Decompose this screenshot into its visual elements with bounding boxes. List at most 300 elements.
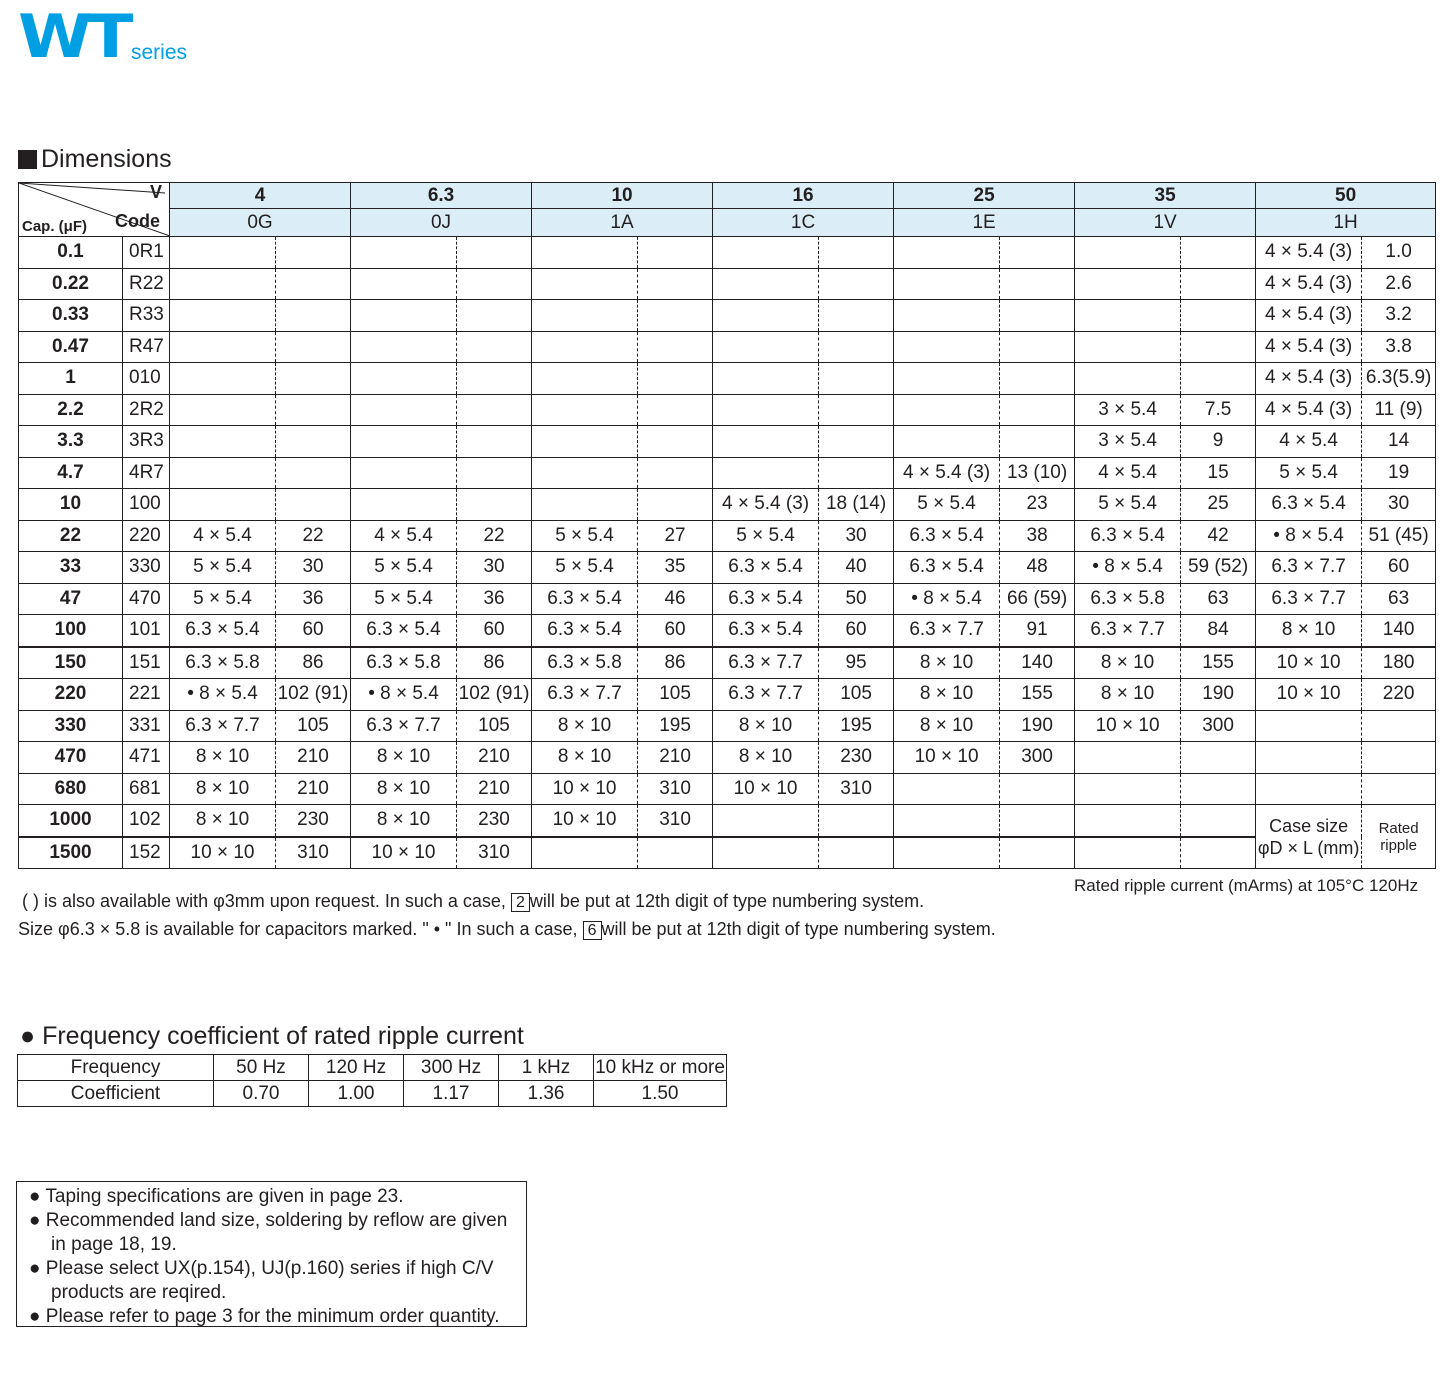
ripple-cell (457, 300, 532, 332)
case-size-cell: 4 × 5.4 (3) (894, 457, 1000, 489)
note-size (18, 919, 996, 940)
case-size-cell: 8 × 10 (713, 742, 819, 774)
corner-cap-label: Cap. (μF) (22, 218, 88, 235)
case-size-cell (894, 237, 1000, 269)
ripple-cell: 27 (638, 520, 713, 552)
case-size-cell (894, 300, 1000, 332)
ripple-cell: 310 (276, 837, 351, 869)
code-cell: 4R7 (123, 457, 170, 489)
code-cell: 010 (123, 363, 170, 395)
bullet-text: Please select UX(p.154), UJ(p.160) series if high C/V (45, 1258, 494, 1279)
ripple-cell (457, 426, 532, 458)
ripple-cell: 1.0 (1362, 237, 1436, 269)
ripple-cell: 15 (1181, 457, 1256, 489)
ripple-cell: 59 (52) (1181, 552, 1256, 584)
case-size-cell (1256, 710, 1362, 742)
ripple-cell: 48 (1000, 552, 1075, 584)
case-size-cell (1075, 837, 1181, 869)
bullet-icon: ● (20, 1022, 36, 1050)
freq-value: 50 Hz (214, 1055, 309, 1081)
code-header: 0G (170, 209, 351, 237)
case-size-cell: 8 × 10 (170, 805, 276, 837)
case-size-cell (1075, 268, 1181, 300)
ripple-cell (638, 457, 713, 489)
ripple-cell (1181, 363, 1256, 395)
table-row (19, 237, 1436, 269)
case-size-cell: 4 × 5.4 (351, 520, 457, 552)
ripple-cell: 180 (1362, 647, 1436, 679)
cap-cell: 33 (19, 552, 123, 584)
ripple-cell: 105 (457, 710, 532, 742)
case-size-cell: 6.3 × 7.7 (1256, 552, 1362, 584)
ripple-cell: 22 (276, 520, 351, 552)
case-size-cell: 6.3 × 5.4 (1256, 489, 1362, 521)
voltage-header: 35 (1075, 183, 1256, 209)
table-row (19, 742, 1436, 774)
ripple-cell: 195 (638, 710, 713, 742)
ripple-cell (276, 331, 351, 363)
case-size-cell (894, 837, 1000, 869)
freq-value: 1 kHz (499, 1055, 594, 1081)
dimensions-title: Dimensions (41, 145, 172, 173)
case-size-cell (532, 489, 638, 521)
ripple-cell: 19 (1362, 457, 1436, 489)
ripple-cell (638, 300, 713, 332)
freq-title: Frequency coefficient of rated ripple current (42, 1022, 524, 1050)
table-row (19, 426, 1436, 458)
table-row (19, 331, 1436, 363)
ripple-cell: 310 (638, 805, 713, 837)
case-size-cell (894, 805, 1000, 837)
case-size-cell: 8 × 10 (1075, 647, 1181, 679)
series-label: series (131, 41, 188, 64)
digit-box-2: 2 (511, 893, 530, 912)
case-size-cell (351, 363, 457, 395)
case-size-cell (894, 331, 1000, 363)
ripple-cell: 190 (1181, 679, 1256, 711)
case-size-cell: 10 × 10 (351, 837, 457, 869)
cap-cell: 0.22 (19, 268, 123, 300)
case-size-cell (894, 426, 1000, 458)
ripple-cell (638, 237, 713, 269)
case-size-cell: 8 × 10 (1256, 615, 1362, 647)
case-size-cell (170, 426, 276, 458)
dimensions-heading (18, 145, 172, 174)
case-size-cell (170, 394, 276, 426)
bullet-text: Taping specifications are given in page 23. (45, 1186, 404, 1207)
list-item-continued (17, 1281, 526, 1305)
table-row (19, 300, 1436, 332)
ripple-cell (1000, 268, 1075, 300)
ripple-cell (1181, 331, 1256, 363)
ripple-cell (819, 363, 894, 395)
ripple-cell: 30 (819, 520, 894, 552)
cap-cell: 100 (19, 615, 123, 647)
ripple-cell: 310 (819, 773, 894, 805)
ripple-cell: 140 (1000, 647, 1075, 679)
code-cell: 100 (123, 489, 170, 521)
case-size-cell: 4 × 5.4 (170, 520, 276, 552)
legend-case-size (1256, 805, 1362, 869)
ripple-cell (638, 394, 713, 426)
freq-value: 300 Hz (404, 1055, 499, 1081)
table-row (19, 837, 1436, 869)
case-size-cell: 5 × 5.4 (351, 552, 457, 584)
ripple-cell: 86 (457, 647, 532, 679)
case-size-cell (532, 300, 638, 332)
ripple-cell: 30 (457, 552, 532, 584)
ripple-cell (1181, 300, 1256, 332)
case-size-cell: 5 × 5.4 (532, 520, 638, 552)
case-size-cell (713, 457, 819, 489)
case-size-cell: 4 × 5.4 (3) (1256, 268, 1362, 300)
case-size-cell: 5 × 5.4 (1075, 489, 1181, 521)
ripple-cell: 105 (276, 710, 351, 742)
ripple-cell (1181, 837, 1256, 869)
table-row (19, 520, 1436, 552)
ripple-cell: 220 (1362, 679, 1436, 711)
ripple-note: Rated ripple current (mArms) at 105°C 120Hz (1074, 876, 1419, 895)
ripple-cell (819, 805, 894, 837)
ripple-cell: 195 (819, 710, 894, 742)
ripple-cell (276, 489, 351, 521)
ripple-cell: 300 (1000, 742, 1075, 774)
ripple-cell: 84 (1181, 615, 1256, 647)
ripple-cell (457, 394, 532, 426)
code-header: 1C (713, 209, 894, 237)
code-header: 1V (1075, 209, 1256, 237)
ripple-cell (1000, 773, 1075, 805)
coef-value: 0.70 (214, 1081, 309, 1107)
code-cell: 152 (123, 837, 170, 869)
case-size-cell: 4 × 5.4 (3) (1256, 331, 1362, 363)
case-size-cell: 6.3 × 7.7 (894, 615, 1000, 647)
ripple-cell (276, 237, 351, 269)
case-size-cell: • 8 × 5.4 (1075, 552, 1181, 584)
freq-value: 120 Hz (309, 1055, 404, 1081)
corner-code-label: Code (115, 211, 160, 231)
ripple-cell: 11 (9) (1362, 394, 1436, 426)
case-size-cell: 10 × 10 (532, 805, 638, 837)
case-size-cell: 6.3 × 7.7 (351, 710, 457, 742)
ripple-cell: 63 (1362, 583, 1436, 615)
ripple-cell (1000, 426, 1075, 458)
ripple-cell (1181, 268, 1256, 300)
ripple-cell: 155 (1181, 647, 1256, 679)
case-size-cell: 8 × 10 (894, 647, 1000, 679)
case-size-cell (170, 363, 276, 395)
ripple-cell (276, 268, 351, 300)
case-size-cell: 6.3 × 7.7 (1075, 615, 1181, 647)
cap-cell: 470 (19, 742, 123, 774)
ripple-cell: 35 (638, 552, 713, 584)
ripple-cell: 210 (276, 773, 351, 805)
ripple-cell: 102 (91) (276, 679, 351, 711)
case-size-cell (713, 805, 819, 837)
ripple-cell: 105 (638, 679, 713, 711)
code-header: 1E (894, 209, 1075, 237)
case-size-cell (713, 237, 819, 269)
case-size-cell: 4 × 5.4 (3) (713, 489, 819, 521)
case-size-cell: 6.3 × 7.7 (713, 647, 819, 679)
bullet-text: in page 18, 19. (51, 1234, 177, 1255)
ripple-cell (638, 331, 713, 363)
case-size-cell (351, 426, 457, 458)
ripple-cell: 3.2 (1362, 300, 1436, 332)
case-size-cell: 6.3 × 7.7 (1256, 583, 1362, 615)
case-size-cell: 6.3 × 7.7 (532, 679, 638, 711)
ripple-cell: 30 (1362, 489, 1436, 521)
case-size-cell: • 8 × 5.4 (894, 583, 1000, 615)
case-size-cell (532, 837, 638, 869)
ripple-cell: 30 (276, 552, 351, 584)
case-size-cell (713, 300, 819, 332)
case-size-cell (713, 426, 819, 458)
case-size-cell (1075, 363, 1181, 395)
case-size-cell: 10 × 10 (1256, 647, 1362, 679)
cap-cell: 150 (19, 647, 123, 679)
ripple-cell (638, 426, 713, 458)
code-cell: 330 (123, 552, 170, 584)
ripple-cell: 210 (457, 773, 532, 805)
ripple-cell (276, 300, 351, 332)
case-size-cell: • 8 × 5.4 (351, 679, 457, 711)
note-phi3 (22, 891, 924, 912)
ripple-cell: 46 (638, 583, 713, 615)
ripple-cell: 230 (457, 805, 532, 837)
square-bullet-icon (18, 150, 37, 169)
case-size-cell: 4 × 5.4 (3) (1256, 300, 1362, 332)
table-row (19, 773, 1436, 805)
dimensions-table (18, 182, 1436, 869)
table-row (19, 805, 1436, 837)
ripple-cell: 95 (819, 647, 894, 679)
case-size-cell (1075, 742, 1181, 774)
legend-rip-line2: ripple (1380, 836, 1417, 854)
code-header-row (19, 209, 1436, 237)
case-size-cell: 8 × 10 (532, 710, 638, 742)
legend-size-line1: Case size (1269, 815, 1349, 836)
notes-box (16, 1181, 527, 1327)
ripple-cell (638, 363, 713, 395)
ripple-cell: 2.6 (1362, 268, 1436, 300)
ripple-cell: 310 (638, 773, 713, 805)
code-cell: 220 (123, 520, 170, 552)
code-cell: 2R2 (123, 394, 170, 426)
ripple-cell (457, 363, 532, 395)
freq-label: Frequency (18, 1055, 214, 1081)
ripple-cell (819, 331, 894, 363)
case-size-cell (532, 363, 638, 395)
ripple-cell (276, 457, 351, 489)
code-cell: 0R1 (123, 237, 170, 269)
case-size-cell: 3 × 5.4 (1075, 426, 1181, 458)
case-size-cell: 8 × 10 (894, 710, 1000, 742)
case-size-cell: 10 × 10 (1075, 710, 1181, 742)
ripple-cell (276, 394, 351, 426)
case-size-cell (351, 394, 457, 426)
ripple-cell (1362, 742, 1436, 774)
ripple-cell (1181, 805, 1256, 837)
ripple-cell: 9 (1181, 426, 1256, 458)
ripple-cell (819, 837, 894, 869)
case-size-cell (351, 237, 457, 269)
digit-box-6: 6 (583, 921, 602, 940)
coef-value: 1.50 (594, 1081, 727, 1107)
ripple-cell (457, 489, 532, 521)
ripple-cell (1362, 773, 1436, 805)
ripple-cell: 42 (1181, 520, 1256, 552)
note-size-text-a: Size φ6.3 × 5.8 is available for capacitors marked. " • " In such a case, (18, 919, 583, 939)
case-size-cell (351, 331, 457, 363)
voltage-header: 50 (1256, 183, 1436, 209)
case-size-cell: 3 × 5.4 (1075, 394, 1181, 426)
code-header: 0J (351, 209, 532, 237)
ripple-cell (457, 331, 532, 363)
ripple-cell: 36 (457, 583, 532, 615)
table-row (19, 679, 1436, 711)
case-size-cell (1075, 805, 1181, 837)
code-cell: 470 (123, 583, 170, 615)
coef-value: 1.00 (309, 1081, 404, 1107)
case-size-cell: 10 × 10 (894, 742, 1000, 774)
case-size-cell (713, 363, 819, 395)
ripple-cell: 230 (819, 742, 894, 774)
ripple-cell: 3.8 (1362, 331, 1436, 363)
case-size-cell (894, 268, 1000, 300)
ripple-cell: 86 (638, 647, 713, 679)
table-row (19, 615, 1436, 647)
case-size-cell (170, 457, 276, 489)
cap-cell: 22 (19, 520, 123, 552)
code-cell: 331 (123, 710, 170, 742)
case-size-cell (1256, 742, 1362, 774)
ripple-cell: 102 (91) (457, 679, 532, 711)
ripple-cell (1000, 331, 1075, 363)
cap-cell: 0.47 (19, 331, 123, 363)
case-size-cell (1075, 331, 1181, 363)
case-size-cell: 6.3 × 5.4 (170, 615, 276, 647)
ripple-cell: 60 (276, 615, 351, 647)
ripple-cell (457, 268, 532, 300)
case-size-cell: 4 × 5.4 (1075, 457, 1181, 489)
case-size-cell (170, 300, 276, 332)
ripple-cell: 22 (457, 520, 532, 552)
coef-row (18, 1081, 727, 1107)
freq-table (17, 1054, 727, 1107)
cap-cell: 220 (19, 679, 123, 711)
code-cell: 3R3 (123, 426, 170, 458)
legend-rated-ripple (1362, 805, 1436, 869)
list-item: ● Please refer to page 3 for the minimum order quantity. (29, 1306, 500, 1327)
code-header: 1A (532, 209, 713, 237)
ripple-cell: 14 (1362, 426, 1436, 458)
ripple-cell (1181, 742, 1256, 774)
case-size-cell: 5 × 5.4 (532, 552, 638, 584)
table-row (19, 647, 1436, 679)
cap-cell: 0.1 (19, 237, 123, 269)
case-size-cell: 8 × 10 (713, 710, 819, 742)
table-row (19, 552, 1436, 584)
case-size-cell (1075, 237, 1181, 269)
ripple-cell (819, 268, 894, 300)
ripple-cell: 190 (1000, 710, 1075, 742)
table-row (19, 457, 1436, 489)
voltage-header: 10 (532, 183, 713, 209)
case-size-cell (170, 489, 276, 521)
case-size-cell (170, 268, 276, 300)
list-item: ● Taping specifications are given in page 23. (29, 1186, 404, 1207)
ripple-cell (1000, 837, 1075, 869)
legend-rip-line1: Rated (1378, 819, 1419, 837)
case-size-cell (713, 394, 819, 426)
cap-cell: 4.7 (19, 457, 123, 489)
case-size-cell: 6.3 × 7.7 (713, 679, 819, 711)
case-size-cell: 6.3 × 5.4 (532, 615, 638, 647)
case-size-cell: 6.3 × 5.4 (713, 583, 819, 615)
case-size-cell: 6.3 × 5.4 (894, 552, 1000, 584)
case-size-cell: • 8 × 5.4 (170, 679, 276, 711)
note-phi3-text-b: will be put at 12th digit of type numbering system. (529, 891, 925, 911)
ripple-cell: 18 (14) (819, 489, 894, 521)
code-cell: 151 (123, 647, 170, 679)
code-cell: 101 (123, 615, 170, 647)
voltage-header: 4 (170, 183, 351, 209)
code-cell: R22 (123, 268, 170, 300)
ripple-cell (819, 457, 894, 489)
cap-cell: 2.2 (19, 394, 123, 426)
case-size-cell (894, 363, 1000, 395)
case-size-cell (351, 489, 457, 521)
table-corner (19, 183, 170, 237)
code-cell: R47 (123, 331, 170, 363)
freq-value: 10 kHz or more (594, 1055, 727, 1081)
ripple-cell (819, 237, 894, 269)
case-size-cell: 10 × 10 (713, 773, 819, 805)
case-size-cell (713, 837, 819, 869)
cap-cell: 680 (19, 773, 123, 805)
case-size-cell: 5 × 5.4 (894, 489, 1000, 521)
note-size-text-b: will be put at 12th digit of type numbering system. (601, 919, 996, 939)
case-size-cell (532, 268, 638, 300)
table-row (19, 583, 1436, 615)
case-size-cell: 8 × 10 (532, 742, 638, 774)
case-size-cell: 6.3 × 5.8 (1075, 583, 1181, 615)
ripple-cell: 91 (1000, 615, 1075, 647)
list-item: ● Please select UX(p.154), UJ(p.160) series if high C/V (29, 1258, 494, 1279)
ripple-cell: 40 (819, 552, 894, 584)
ripple-cell: 63 (1181, 583, 1256, 615)
ripple-cell: 230 (276, 805, 351, 837)
code-cell: 681 (123, 773, 170, 805)
ripple-cell: 13 (10) (1000, 457, 1075, 489)
cap-cell: 1500 (19, 837, 123, 869)
ripple-cell: 210 (638, 742, 713, 774)
case-size-cell: 5 × 5.4 (351, 583, 457, 615)
case-size-cell: 4 × 5.4 (3) (1256, 363, 1362, 395)
case-size-cell: 10 × 10 (170, 837, 276, 869)
case-size-cell: 8 × 10 (351, 742, 457, 774)
ripple-cell (638, 837, 713, 869)
legend-size-line2: φD × L (mm) (1257, 837, 1360, 858)
ripple-cell (819, 426, 894, 458)
ripple-cell: 66 (59) (1000, 583, 1075, 615)
cap-cell: 47 (19, 583, 123, 615)
ripple-cell: 310 (457, 837, 532, 869)
case-size-cell: 6.3 × 5.4 (532, 583, 638, 615)
cap-cell: 0.33 (19, 300, 123, 332)
ripple-cell (1000, 237, 1075, 269)
